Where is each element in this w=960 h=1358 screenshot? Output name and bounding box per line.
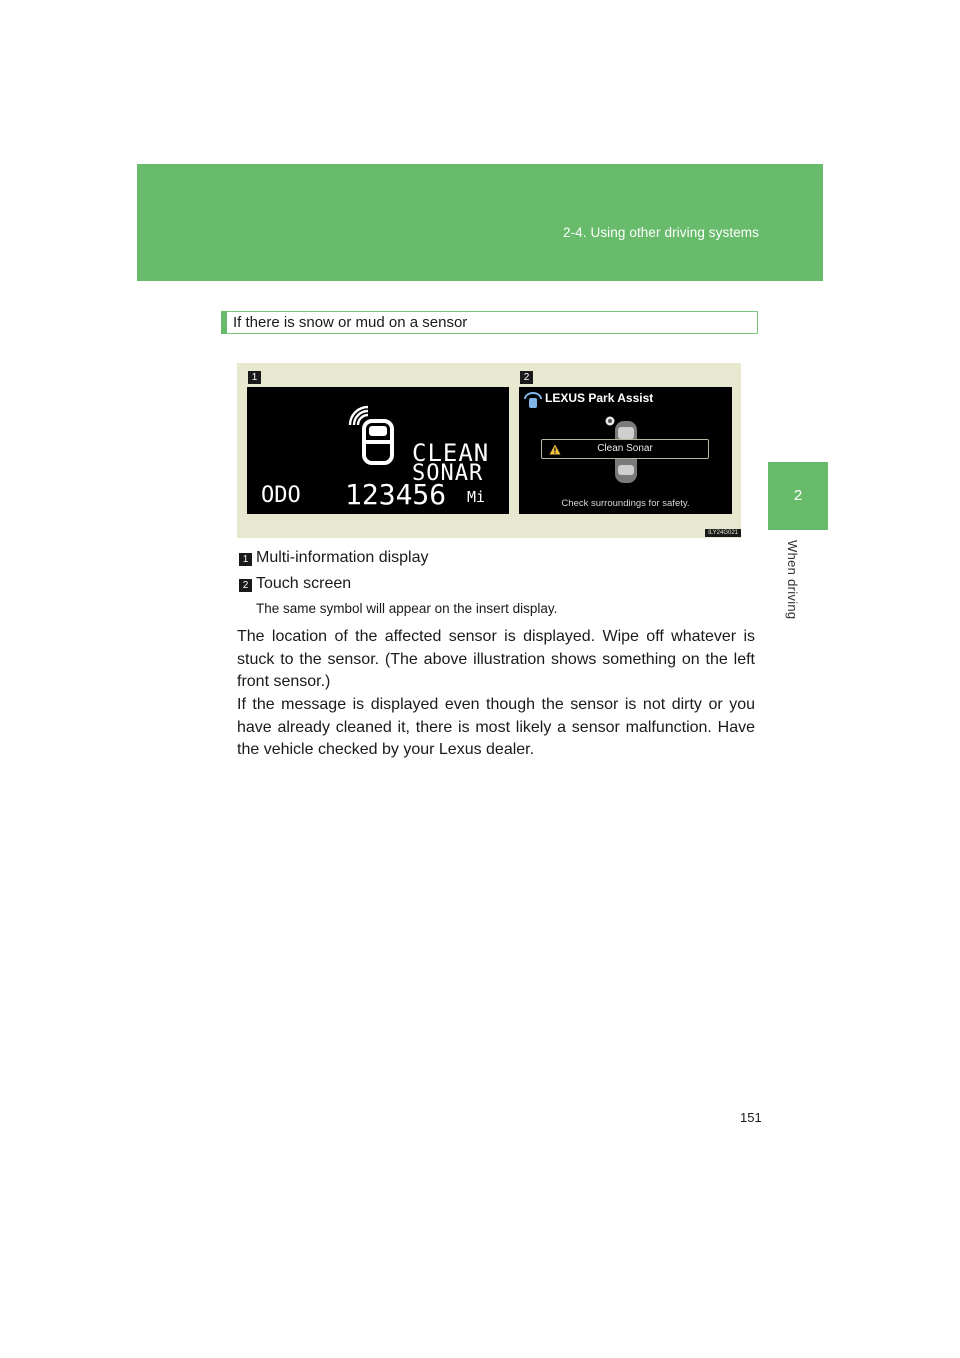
park-assist-icon (523, 391, 543, 409)
legend-label: Touch screen (256, 575, 352, 592)
clean-sonar-message-box (541, 439, 709, 459)
odo-label: ODO (261, 483, 301, 508)
insert-display-note: The same symbol will appear on the insert display. (256, 601, 558, 616)
illustration (237, 363, 741, 538)
paragraph-malfunction: If the message is displayed even though the sensor is not dirty or you have already cleaned it, there is most likely a sensor malfunction. Have the vehicle checked by your Lexus dealer. (237, 696, 755, 759)
heading-text: If there is snow or mud on a sensor (233, 314, 468, 331)
legend-item-multi-information-display (239, 549, 429, 567)
chapter-label: When driving (785, 540, 800, 620)
legend-item-touch-screen (239, 575, 351, 593)
callout-1: 1 (248, 371, 261, 384)
heading-accent-bar (221, 311, 227, 334)
page-number: 151 (740, 1110, 762, 1125)
touch-screen (519, 387, 732, 514)
legend-number: 1 (239, 553, 252, 566)
section-heading (221, 311, 758, 334)
header-band (137, 164, 823, 281)
section-title: 2-4. Using other driving systems (562, 225, 759, 240)
figure-code: ILY24G021 (705, 529, 741, 537)
sonar-text: SONAR (412, 461, 484, 486)
touch-screen-title: LEXUS Park Assist (545, 391, 654, 405)
safety-message: Check surroundings for safety. (561, 498, 690, 509)
multi-information-display (247, 387, 509, 514)
chapter-tab: 2 (768, 462, 828, 530)
legend-number: 2 (239, 579, 252, 592)
callout-2: 2 (520, 371, 533, 384)
paragraph-sensor-location: The location of the affected sensor is displayed. Wipe off whatever is stuck to the sensor. (The above illustration shows something on the left front sensor.) (237, 628, 755, 691)
clean-text: CLEAN (412, 439, 490, 467)
clean-sonar-message: Clean Sonar (597, 443, 653, 454)
odo-value: 123456 (345, 478, 447, 511)
legend-label: Multi-information display (256, 549, 429, 566)
car-top-icon (361, 417, 395, 467)
odo-unit: Mi (467, 488, 486, 506)
